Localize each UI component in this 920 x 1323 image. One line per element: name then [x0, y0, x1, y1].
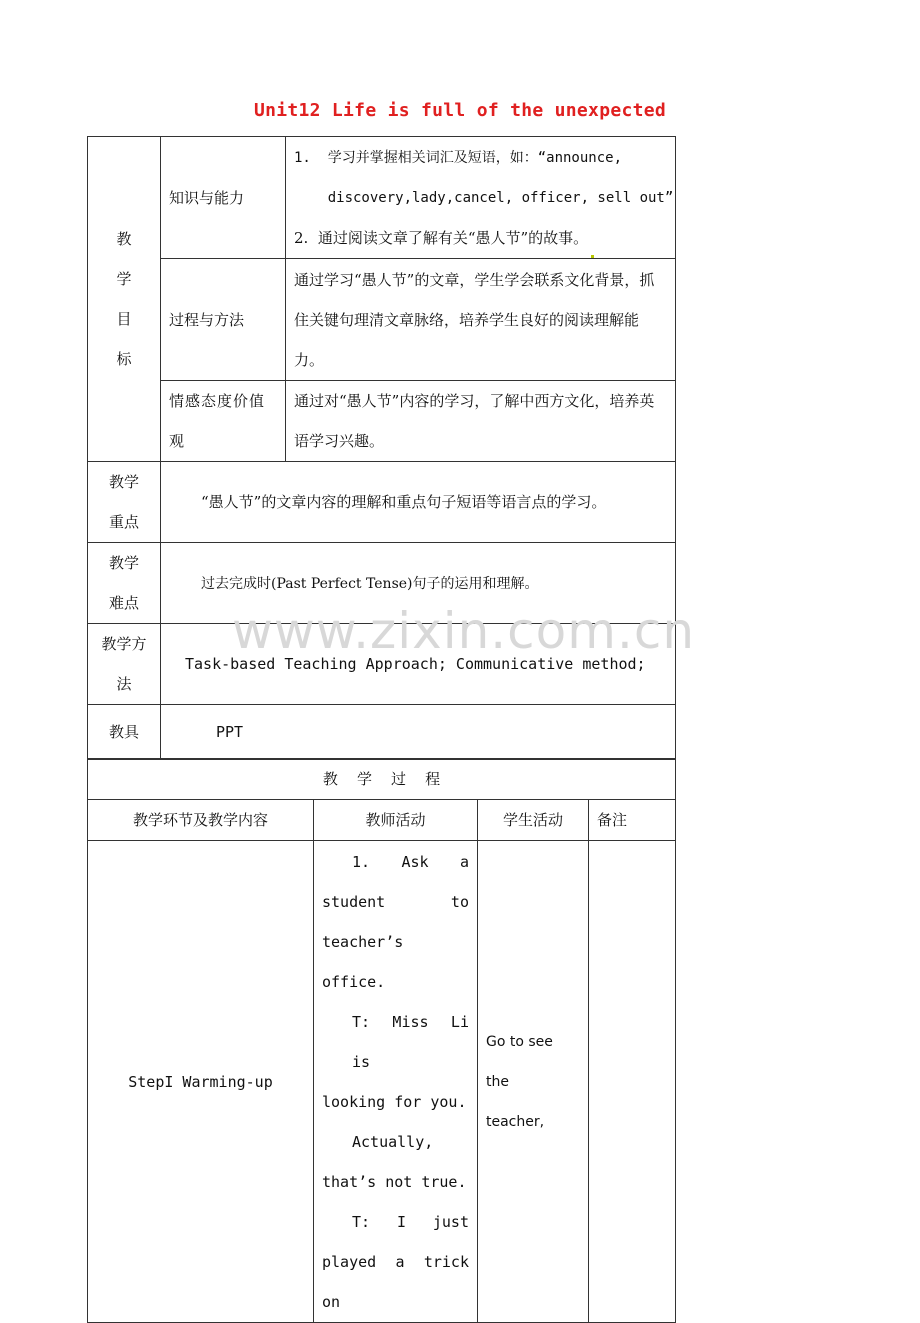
label-line: 教学: [108, 554, 139, 572]
label-line: 难点: [108, 594, 139, 612]
col-header-content: 教学环节及教学内容: [88, 800, 314, 841]
step-label: StepI Warming-up: [88, 841, 314, 1323]
col-header-student: 学生活动: [478, 800, 589, 841]
label-line: 教学: [108, 473, 139, 491]
teacher-line: played a trick on: [322, 1253, 469, 1311]
tools-content: PPT: [161, 705, 676, 760]
objectives-header-char: 学: [116, 270, 132, 288]
student-line: Go to see the: [486, 1033, 553, 1090]
teacher-line: 1. Ask a: [352, 853, 469, 871]
teacher-activity: [314, 841, 478, 1323]
key-points-label: [88, 462, 161, 543]
label-line: 教学方: [101, 635, 147, 653]
process-table: [87, 758, 676, 1323]
difficulties-text: 过去完成时(Past Perfect Tense)句子的运用和理解。: [201, 575, 539, 592]
student-line: teacher,: [486, 1113, 545, 1130]
lesson-plan-table: [87, 136, 676, 760]
label-line: 法: [116, 675, 132, 693]
key-points-content: “愚人节”的文章内容的理解和重点句子短语等语言点的学习。: [161, 462, 676, 543]
teacher-line: that’s not true.: [322, 1173, 467, 1191]
objectives-header-char: 教: [116, 230, 132, 248]
teacher-line: T: I just: [352, 1213, 469, 1231]
col-header-teacher: 教师活动: [314, 800, 478, 841]
knowledge-line: 1. 学习并掌握相关词汇及短语，如：“announce,: [294, 149, 623, 166]
teacher-line: Actually,: [352, 1133, 434, 1151]
knowledge-line: discovery,lady,cancel, officer, sell out”: [294, 189, 674, 206]
notes-cell: [589, 841, 676, 1323]
teacher-line: student to: [322, 893, 469, 911]
teacher-line: teacher’s office.: [322, 933, 404, 991]
teacher-line: T: Miss Li is: [352, 1013, 469, 1071]
process-label: 过程与方法: [161, 259, 286, 381]
knowledge-content: [286, 137, 676, 259]
watermark: www.zixin.com.cn: [232, 602, 696, 660]
teacher-line: looking for you.: [322, 1093, 467, 1111]
difficulties-label: [88, 543, 161, 624]
emotion-content: 通过对“愚人节”内容的学习，了解中西方文化，培养英语学习兴趣。: [286, 381, 676, 462]
process-heading: 教 学 过 程: [88, 759, 676, 800]
objectives-header-char: 标: [116, 350, 132, 368]
method-label: [88, 624, 161, 705]
student-activity: [478, 841, 589, 1323]
objectives-header: [88, 137, 161, 462]
difficulties-content: [161, 543, 676, 624]
emotion-label: 情感态度价值观: [161, 381, 286, 462]
knowledge-line: [294, 218, 667, 258]
knowledge-label: 知识与能力: [161, 137, 286, 259]
label-line: 重点: [108, 513, 139, 531]
mark-dot: [591, 255, 594, 258]
knowledge-line-text: 2. 通过阅读文章了解有关“愚人节”的故事。: [294, 228, 589, 247]
objectives-header-char: 目: [116, 310, 132, 328]
col-header-notes: 备注: [589, 800, 676, 841]
tools-label: 教具: [88, 705, 161, 760]
process-content: 通过学习“愚人节”的文章，学生学会联系文化背景，抓住关键句理清文章脉络，培养学生良好的阅读理解能力。: [286, 259, 676, 381]
document-title: Unit12 Life is full of the unexpected: [253, 100, 667, 121]
method-content: Task-based Teaching Approach; Communicative method;: [161, 624, 676, 705]
